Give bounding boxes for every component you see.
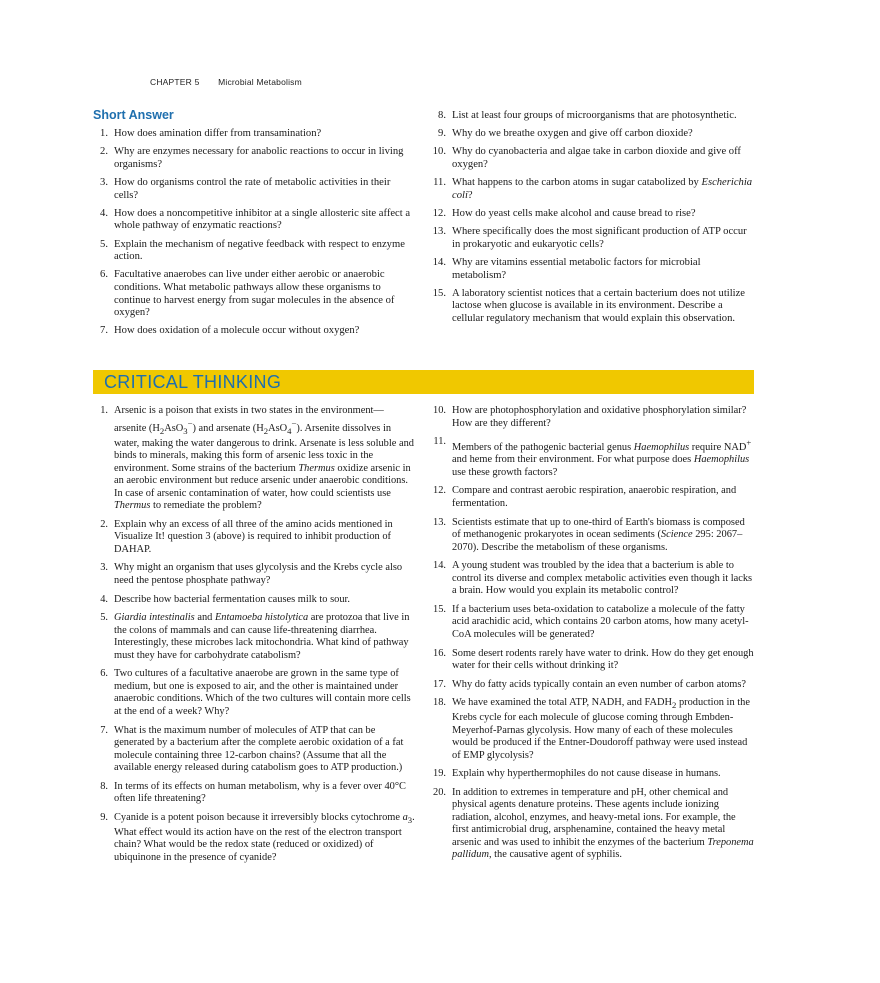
question-text: Scientists estimate that up to one-third of Earth's biomass is composed of methanogenic prokaryotes in ocean sediments (Science 295: 2067–2070). Describe the metabolism of these organisms. [452,516,745,553]
question-text: What is the maximum number of molecules of ATP that can be generated by a bacterium after the complete aerobic oxidation of a fat molecule containing three 12-carbon chains? (Assume that all the available energy released during catabolism goes to ATP production.) [114,724,404,774]
question-text: How does a noncompetitive inhibitor at a single allosteric site affect a whole pathway of enzymatic reactions? [114,207,411,232]
critical-thinking-question [93,725,416,775]
short-answer-question [431,110,754,123]
question-number: 7. [100,325,108,337]
question-text: A young student was troubled by the idea that a bacterium is able to control its diverse and complex metabolic activities even though it lacks a brain. How would you explain its metabolic control? [452,560,753,597]
question-text: List at least four groups of microorganisms that are photosynthetic. [452,110,737,121]
question-text: How does amination differ from transamination? [114,128,322,139]
question-number: 14. [433,560,446,572]
question-text: Why might an organism that uses glycolysis and the Krebs cycle also need the pentose phosphate pathway? [114,562,403,586]
critical-thinking-question [93,668,416,718]
critical-thinking-question [93,612,416,662]
question-text: Explain why hyperthermophiles do not cause disease in humans. [452,768,721,780]
chapter-label: CHAPTER 5 [150,77,200,87]
question-text: In terms of its effects on human metabolism, why is a fever over 40°C often life threatening? [114,780,406,805]
question-number: 2. [100,518,108,530]
question-text: Why are enzymes necessary for anabolic reactions to occur in living organisms? [114,146,404,170]
question-text: Where specifically does the most significant production of ATP occur in prokaryotic and eukaryotic cells? [452,226,747,250]
critical-thinking-question [93,405,416,513]
critical-thinking-question [93,519,416,557]
question-text: We have examined the total ATP, NADH, and $FADH_2$ production in the Krebs cycle for each molecule of glucose coming through Embden-Meyerhof-Parnas glycolysis. How many of each of these molecules would be produced if the Entner-Doudoroff pathway were used instead of EMP glycolysis? [452,697,750,761]
question-number: 15. [433,603,446,615]
short-answer-question [93,269,416,319]
question-number: 8. [438,110,446,121]
short-answer-question [431,146,754,171]
question-number: 5. [100,238,108,250]
question-number: 15. [432,287,446,299]
critical-thinking-list-left [93,405,416,870]
question-number: 12. [433,485,446,497]
short-answer-question [93,325,416,338]
question-text: Cyanide is a potent poison because it irreversibly blocks cytochrome $a_3$. What effect would its action have on the rest of the electron transport chain? What would be the redox state (reduced or oxidized) of ubiquinone in the presence of cyanide? [114,812,415,863]
critical-thinking-question [93,562,416,587]
running-head [150,77,302,87]
critical-thinking-banner [93,370,754,394]
question-text: How does oxidation of a molecule occur without oxygen? [114,325,360,337]
question-number: 13. [433,516,446,528]
question-number: 12. [432,207,446,219]
short-answer-question [431,226,754,251]
question-number: 1. [100,405,108,416]
question-text: How are photophosphorylation and oxidative phosphorylation similar? How are they different? [452,405,747,429]
question-text: Why are vitamins essential metabolic factors for microbial metabolism? [452,256,701,281]
question-text: Explain the mechanism of negative feedback with respect to enzyme action. [114,238,405,263]
critical-thinking-question [93,594,416,607]
question-number: 4. [100,207,108,219]
short-answer-question [93,208,416,233]
question-text: Some desert rodents rarely have water to drink. How do they get enough water for their cells without drinking it? [452,647,754,672]
question-number: 4. [100,593,108,605]
question-text: Explain why an excess of all three of the amino acids mentioned in Visualize It! question 3 (above) is required to inhibit production of DAHAP. [114,518,393,555]
question-text: Two cultures of a facultative anaerobe are grown in the same type of medium, but one is exposed to air, and the other is maintained under anaerobic conditions. Which of the two cultures will contain more cells at the end of a week? Why? [114,668,411,717]
question-text: If a bacterium uses beta-oxidation to catabolize a molecule of the fatty acid arachidic acid, which contains 20 carbon atoms, how many acetyl-CoA molecules will be generated? [452,603,749,640]
question-number: 2. [100,146,108,158]
critical-thinking-question [431,485,754,510]
question-number: 7. [100,724,108,736]
critical-thinking-heading: CRITICAL THINKING [104,372,282,392]
question-text: Compare and contrast aerobic respiration, anaerobic respiration, and fermentation. [452,485,737,509]
question-text: Facultative anaerobes can live under either aerobic or anaerobic conditions. What metabolic pathways allow these organisms to continue to harvest energy from sugar molecules in the absence of oxygen? [114,269,395,319]
critical-thinking-question [431,405,754,430]
critical-thinking-question [431,648,754,673]
short-answer-question [93,146,416,171]
question-text: Members of the pathogenic bacterial genus Haemophilus require NAD+ and heme from their environment. For what purpose does Haemophilus use these growth factors? [452,437,752,478]
question-number: 13. [432,226,446,238]
question-number: 9. [438,128,446,140]
question-number: 16. [433,647,446,659]
short-answer-question [431,208,754,221]
question-number: 5. [100,612,108,624]
question-number: 9. [100,812,108,824]
question-text: Describe how bacterial fermentation causes milk to sour. [114,593,351,605]
short-answer-question [93,128,416,141]
critical-thinking-question [431,768,754,781]
question-number: 19. [433,768,446,780]
critical-thinking-question [431,697,754,762]
short-answer-list-left [93,128,416,343]
question-number: 6. [100,269,108,281]
question-text: Why do we breathe oxygen and give off carbon dioxide? [452,128,693,140]
critical-thinking-question [431,517,754,555]
question-number: 10. [433,405,446,416]
short-answer-list-right [431,110,754,331]
question-text: A laboratory scientist notices that a certain bacterium does not utilize lactose when glucose is available in its environment. Describe a cellular regulatory mechanism that would explain this observation. [452,287,745,324]
critical-thinking-list-right [431,405,754,868]
short-answer-heading: Short Answer [93,108,174,122]
question-number: 8. [100,780,108,792]
critical-thinking-question [431,679,754,692]
question-number: 18. [433,697,446,709]
short-answer-question [431,128,754,141]
question-number: 20. [433,786,446,798]
question-text: How do yeast cells make alcohol and cause bread to rise? [452,207,696,219]
short-answer-question [431,288,754,326]
question-text: In addition to extremes in temperature and pH, other chemical and physical agents denature proteins. These agents include ionizing radiation, alcohol, enzymes, and heavy-metal ions. For example, the first antimicrobial drug, arsphenamine, contained the heavy metal arsenic and was used to inhibit the enzymes of the bacterium Treponema pallidum, the causative agent of syphilis. [452,786,754,861]
question-number: 11. [433,177,446,189]
question-text: What happens to the carbon atoms in sugar catabolized by Escherichia coli? [452,177,753,201]
critical-thinking-question [431,436,754,479]
question-number: 11. [433,436,446,448]
question-text: Why do fatty acids typically contain an even number of carbon atoms? [452,678,747,690]
chapter-topic: Microbial Metabolism [218,77,302,87]
critical-thinking-question [431,787,754,862]
short-answer-question [431,177,754,202]
question-number: 17. [433,678,446,690]
question-number: 3. [100,176,108,188]
short-answer-question [93,177,416,202]
short-answer-question [93,239,416,264]
short-answer-question [431,257,754,282]
critical-thinking-question [93,781,416,806]
question-number: 14. [432,256,446,268]
question-text: Giardia intestinalis and Entamoeba histolytica are protozoa that live in the colons of mammals and can cause life-threatening diarrhea. Interestingly, these microbes lack mitochondria. What kind of pathway must they have for carbohydrate catabolism? [114,612,410,661]
question-number: 3. [100,562,108,574]
critical-thinking-question [431,560,754,598]
question-number: 6. [100,668,108,680]
question-text: Why do cyanobacteria and algae take in carbon dioxide and give off oxygen? [452,146,741,170]
question-number: 1. [100,128,108,139]
question-number: 10. [432,146,446,158]
question-text: How do organisms control the rate of metabolic activities in their cells? [114,176,391,201]
question-text: Arsenic is a poison that exists in two states in the environment—arsenite $(H_2AsO_3^-)$ and arsenate $(H_2AsO_4^-)$. Arsenite dissolves in water, making the water dangerous to drink. Arsenate is less soluble and binds to minerals, making this form of arsenic less toxic in the environment. Some strains of the bacterium Thermus oxidize arsenic in an aerobic environment but reduce arsenic under anaerobic conditions. In case of arsenic contamination of water, how could scientists use Thermus to remediate the problem? [114,405,414,512]
critical-thinking-question [93,812,416,864]
critical-thinking-question [431,604,754,642]
